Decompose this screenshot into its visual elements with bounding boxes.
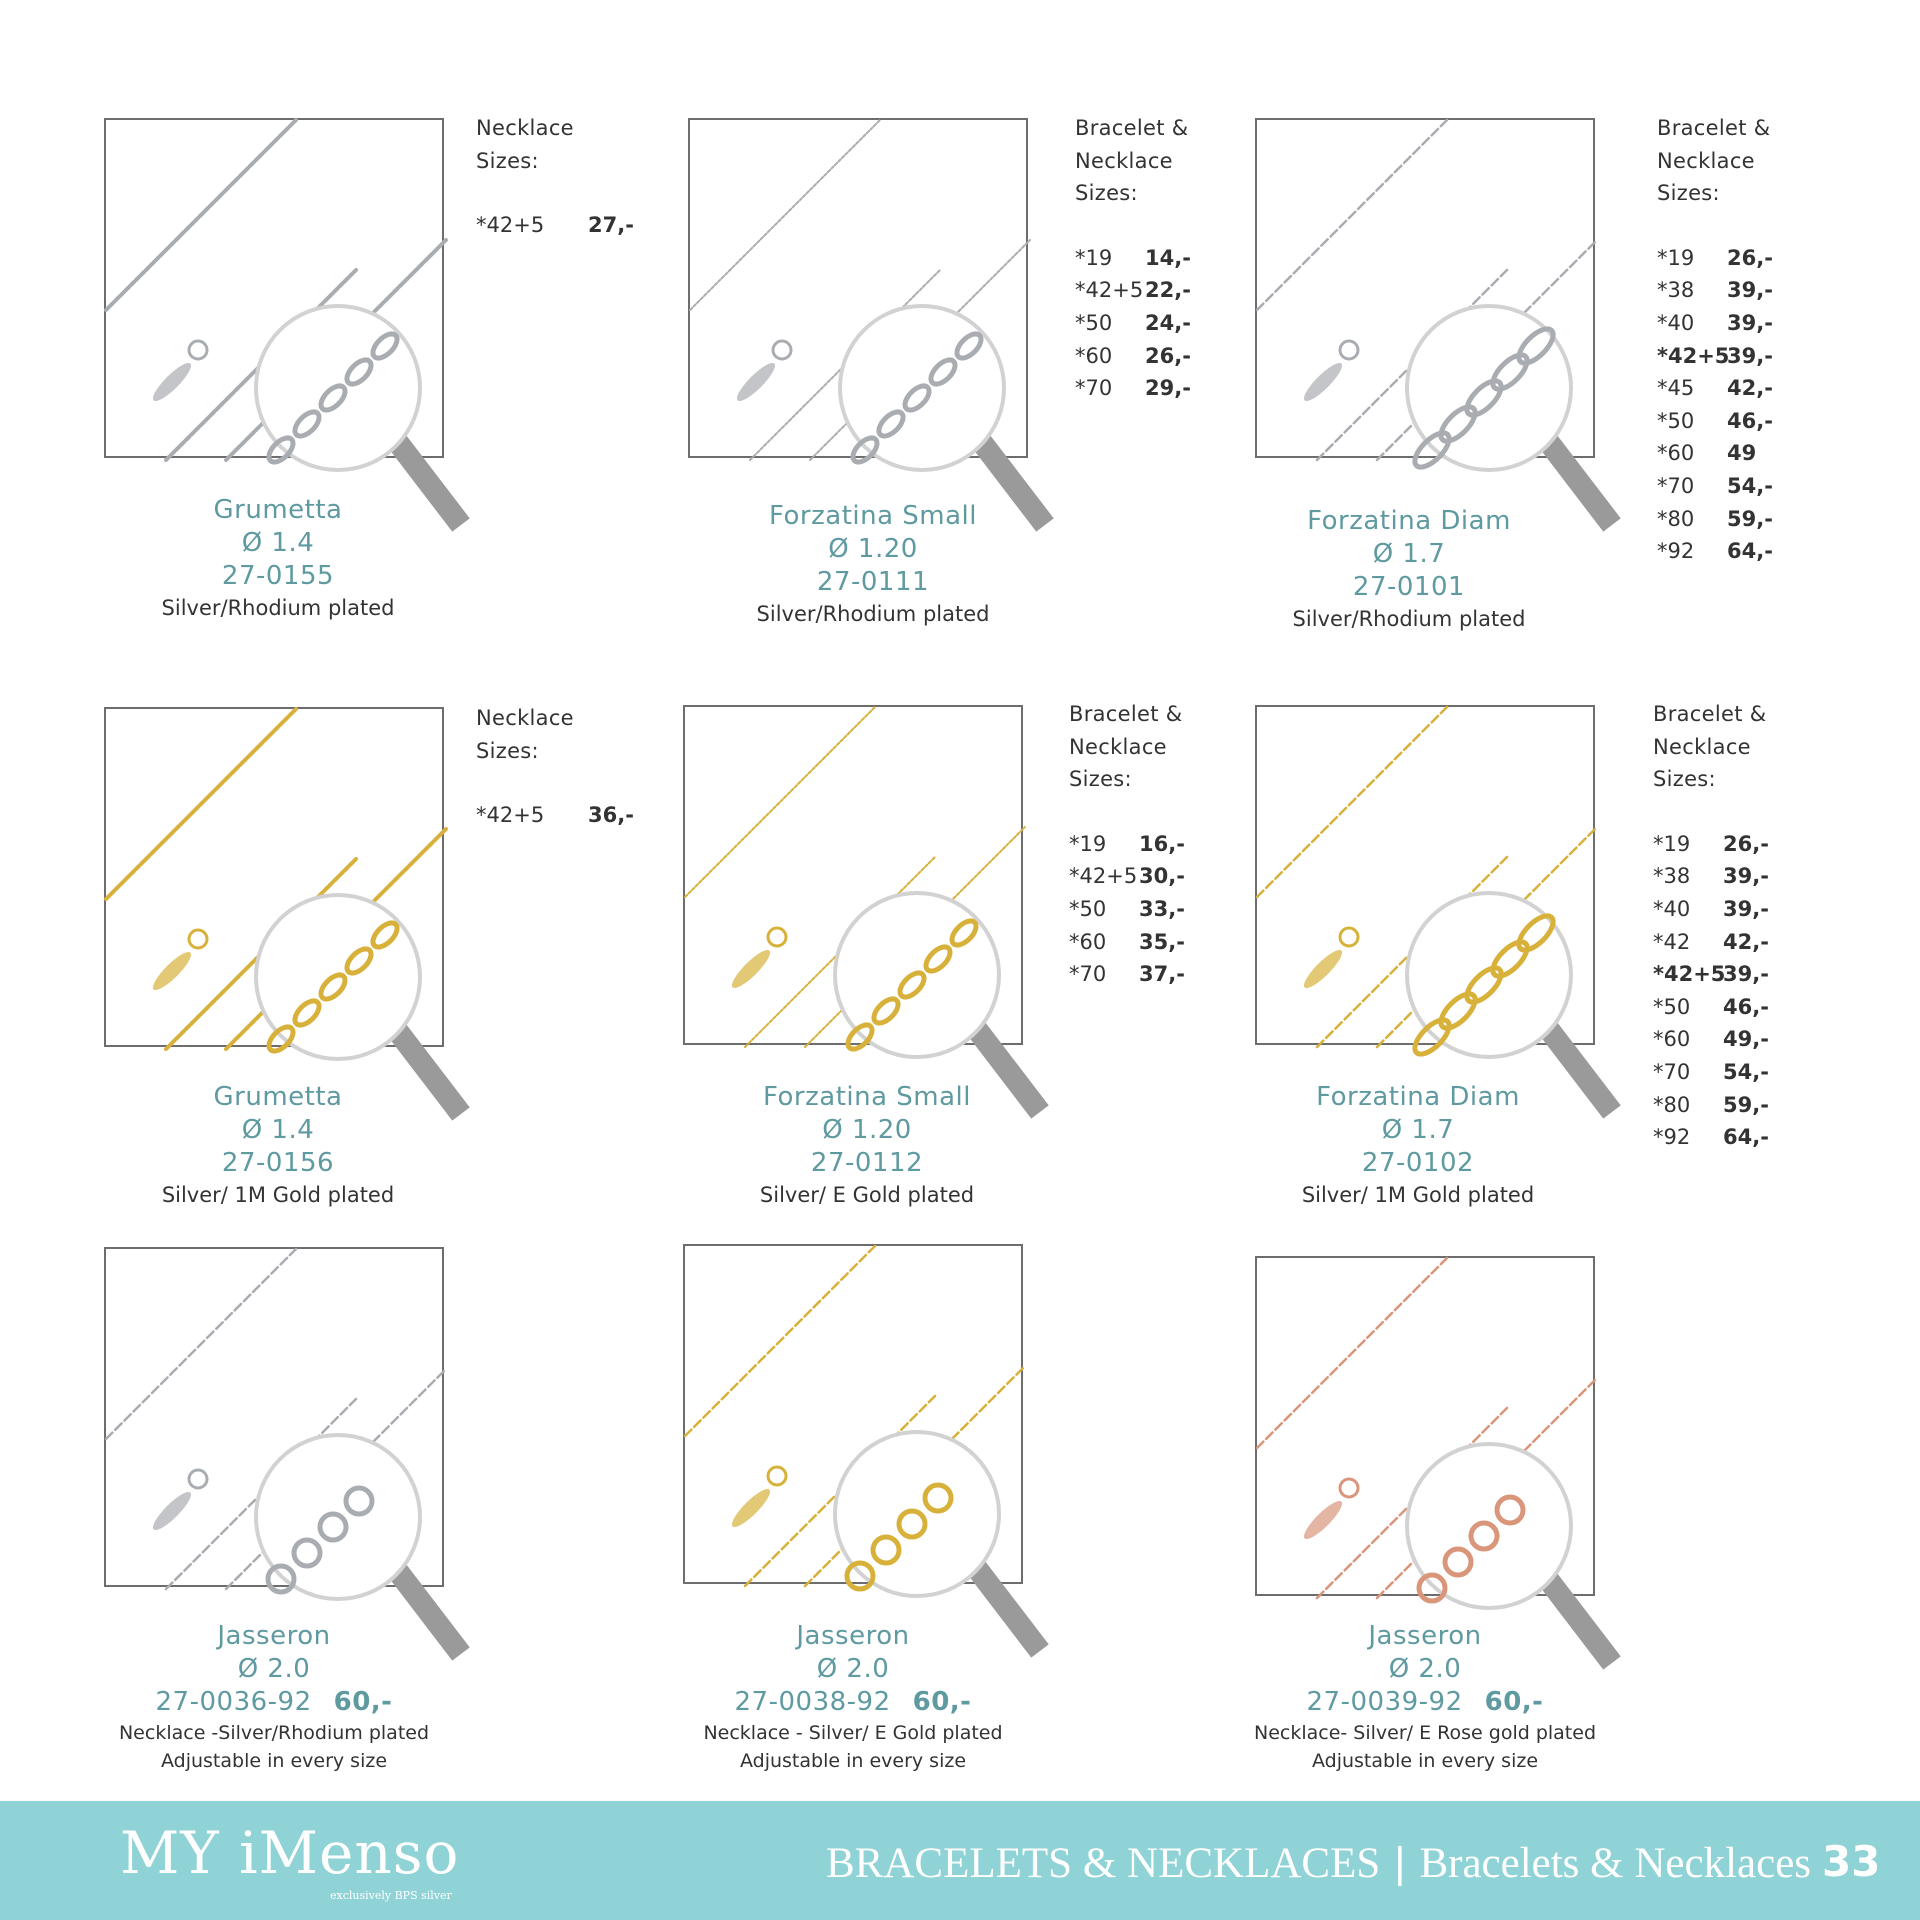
size-label: *92 xyxy=(1657,539,1695,564)
size-price: 14,- xyxy=(1145,245,1191,270)
product-note: Adjustable in every size xyxy=(1311,1750,1539,1772)
chain-link xyxy=(265,434,298,467)
size-price: 39,- xyxy=(1723,962,1769,987)
size-row xyxy=(1657,470,1787,503)
chain-illustration xyxy=(685,707,1025,1047)
product-material: Silver/Rhodium plated xyxy=(161,596,395,620)
size-row xyxy=(1657,242,1787,275)
size-label: *42+5 xyxy=(476,803,545,828)
size-label: *70 xyxy=(1653,1059,1691,1084)
size-row xyxy=(1653,958,1783,991)
product-code: 27-0102 xyxy=(1361,1148,1475,1178)
clasp-ring xyxy=(768,928,786,946)
size-label: *42+5 xyxy=(1069,864,1138,889)
product-code: 27-0112 xyxy=(810,1148,924,1178)
size-label: *60 xyxy=(1075,343,1113,368)
product-code: 27-0101 xyxy=(1352,572,1466,602)
magnifier-icon xyxy=(1407,306,1612,525)
product-caption xyxy=(1215,1620,1635,1775)
size-label: *60 xyxy=(1069,929,1107,954)
size-row xyxy=(1653,1023,1783,1056)
product-photo xyxy=(683,1244,1023,1584)
chain-strand xyxy=(106,120,296,310)
size-price: 42,- xyxy=(1727,376,1773,401)
magnifier-icon xyxy=(256,306,461,525)
clasp-tag xyxy=(728,1485,775,1532)
product-name: Grumetta xyxy=(213,1082,343,1112)
product-caption xyxy=(643,1620,1063,1775)
chain-strand xyxy=(1257,120,1447,310)
chain-illustration xyxy=(690,120,1030,460)
clasp-ring xyxy=(189,1470,207,1488)
size-price: 46,- xyxy=(1727,408,1773,433)
size-row xyxy=(1653,1056,1783,1089)
chain-illustration xyxy=(106,1249,446,1589)
size-table xyxy=(1075,112,1205,405)
chain-strand xyxy=(690,120,880,310)
product-name: Forzatina Small xyxy=(762,1082,971,1112)
clasp-tag xyxy=(1300,946,1347,993)
size-row xyxy=(1075,307,1205,340)
chain-strand xyxy=(106,709,296,899)
size-label: *70 xyxy=(1075,376,1113,401)
clasp-tag xyxy=(733,359,780,406)
size-row xyxy=(1657,437,1787,470)
product-photo xyxy=(104,118,444,458)
product-code: 27-0038-92 xyxy=(734,1687,891,1717)
sizes-header: Bracelet & Necklace Sizes: xyxy=(1069,702,1183,792)
size-label: *19 xyxy=(1653,831,1691,856)
size-price: 59,- xyxy=(1727,506,1773,531)
brand-tagline: exclusively BPS silver xyxy=(330,1889,452,1902)
product-price: 60,- xyxy=(912,1687,972,1717)
size-row xyxy=(1653,893,1783,926)
size-row xyxy=(1653,991,1783,1024)
size-label: *45 xyxy=(1657,376,1695,401)
size-price: 46,- xyxy=(1723,994,1769,1019)
size-label: *70 xyxy=(1069,962,1107,987)
size-row xyxy=(476,799,634,832)
chain-strand xyxy=(1257,707,1447,897)
product-note: Adjustable in every size xyxy=(739,1750,967,1772)
chain-strand xyxy=(106,1249,296,1439)
sizes-header: Necklace Sizes: xyxy=(476,116,574,173)
size-label: *40 xyxy=(1657,310,1695,335)
size-label: *19 xyxy=(1075,245,1113,270)
footer-bar xyxy=(0,1801,1920,1920)
size-price: 35,- xyxy=(1139,929,1185,954)
size-label: *50 xyxy=(1075,310,1113,335)
size-label: *80 xyxy=(1653,1092,1691,1117)
product-photo xyxy=(688,118,1028,458)
product-photo xyxy=(1255,118,1595,458)
size-label: *70 xyxy=(1657,473,1695,498)
brand-logo: MY iMenso xyxy=(120,1819,460,1887)
product-code: 27-0039-92 xyxy=(1306,1687,1463,1717)
product-diameter: Ø 1.4 xyxy=(241,1115,315,1145)
size-label: *42+5 xyxy=(1653,962,1726,987)
size-price: 33,- xyxy=(1139,896,1185,921)
product-photo xyxy=(1255,705,1595,1045)
product-code-line xyxy=(64,1686,484,1719)
size-label: *19 xyxy=(1657,245,1695,270)
size-label: *38 xyxy=(1653,864,1691,889)
size-price: 37,- xyxy=(1139,962,1185,987)
chain-strand xyxy=(685,1246,875,1436)
chain-illustration xyxy=(1257,120,1597,460)
product-diameter: Ø 2.0 xyxy=(816,1654,890,1684)
size-row xyxy=(1657,274,1787,307)
clasp-tag xyxy=(149,948,196,995)
product-material: Silver/ E Gold plated xyxy=(759,1183,975,1207)
size-row xyxy=(1657,535,1787,568)
sizes-header: Bracelet & Necklace Sizes: xyxy=(1653,702,1767,792)
chain-link xyxy=(265,1023,298,1056)
size-price: 22,- xyxy=(1145,278,1191,303)
size-table xyxy=(476,112,634,242)
size-row xyxy=(476,209,634,242)
product-photo xyxy=(683,705,1023,1045)
size-row xyxy=(1657,503,1787,536)
sizes-header: Bracelet & Necklace Sizes: xyxy=(1075,116,1189,206)
product-diameter: Ø 1.4 xyxy=(241,528,315,558)
product-code-line xyxy=(1215,1686,1635,1719)
size-price: 64,- xyxy=(1723,1125,1769,1150)
product-price: 60,- xyxy=(1484,1687,1544,1717)
magnifier-icon xyxy=(835,893,1040,1112)
clasp-tag xyxy=(1300,359,1347,406)
size-row xyxy=(1653,1089,1783,1122)
size-row xyxy=(1657,307,1787,340)
product-caption xyxy=(657,1081,1077,1210)
product-diameter: Ø 2.0 xyxy=(237,1654,311,1684)
size-row xyxy=(1075,242,1205,275)
magnifier-icon xyxy=(840,306,1045,525)
page-number: 33 xyxy=(1822,1837,1881,1886)
size-row xyxy=(1653,1121,1783,1154)
size-label: *42+5 xyxy=(476,213,545,238)
size-price: 49,- xyxy=(1723,1027,1769,1052)
section-title xyxy=(826,1839,1811,1888)
clasp-tag xyxy=(149,359,196,406)
product-caption xyxy=(1199,505,1619,634)
size-price: 54,- xyxy=(1723,1059,1769,1084)
size-label: *60 xyxy=(1657,441,1695,466)
size-row xyxy=(1657,405,1787,438)
section-title-upper: BRACELETS & NECKLACES xyxy=(826,1840,1381,1887)
size-row xyxy=(1653,926,1783,959)
clasp-ring xyxy=(1340,928,1358,946)
chain-link xyxy=(849,434,882,467)
section-title-lower: Bracelets & Necklaces xyxy=(1419,1840,1812,1887)
size-price: 26,- xyxy=(1145,343,1191,368)
chain-illustration xyxy=(685,1246,1025,1586)
size-label: *42+5 xyxy=(1657,343,1730,368)
product-diameter: Ø 2.0 xyxy=(1388,1654,1462,1684)
clasp-tag xyxy=(1300,1497,1347,1544)
sizes-header: Bracelet & Necklace Sizes: xyxy=(1657,116,1771,206)
size-price: 39,- xyxy=(1723,864,1769,889)
size-label: *92 xyxy=(1653,1125,1691,1150)
size-price: 39,- xyxy=(1723,896,1769,921)
chain-strand xyxy=(685,707,875,897)
product-name: Jasseron xyxy=(796,1621,910,1651)
chain-illustration xyxy=(1257,1258,1597,1598)
size-row xyxy=(1657,372,1787,405)
size-table xyxy=(1657,112,1787,568)
chain-illustration xyxy=(106,120,446,460)
size-row xyxy=(1653,860,1783,893)
product-photo xyxy=(1255,1256,1595,1596)
size-table xyxy=(476,702,634,832)
product-caption xyxy=(1208,1081,1628,1210)
size-row xyxy=(1069,958,1199,991)
size-price: 59,- xyxy=(1723,1092,1769,1117)
size-price: 26,- xyxy=(1723,831,1769,856)
size-table xyxy=(1069,698,1199,991)
clasp-ring xyxy=(1340,341,1358,359)
chain-illustration xyxy=(1257,707,1597,1047)
product-material: Silver/ 1M Gold plated xyxy=(161,1183,395,1207)
clasp-ring xyxy=(1340,1479,1358,1497)
product-name: Forzatina Small xyxy=(768,501,977,531)
magnifier-icon xyxy=(835,1432,1040,1651)
clasp-tag xyxy=(728,946,775,993)
clasp-ring xyxy=(768,1467,786,1485)
product-material: Necklace -Silver/Rhodium plated xyxy=(118,1722,430,1744)
product-photo xyxy=(104,1247,444,1587)
size-label: *42+5 xyxy=(1075,278,1144,303)
sizes-header: Necklace Sizes: xyxy=(476,706,574,763)
section-separator: | xyxy=(1394,1839,1406,1887)
clasp-ring xyxy=(189,930,207,948)
clasp-ring xyxy=(189,341,207,359)
size-table xyxy=(1653,698,1783,1154)
size-label: *40 xyxy=(1653,896,1691,921)
product-diameter: Ø 1.7 xyxy=(1381,1115,1455,1145)
size-price: 26,- xyxy=(1727,245,1773,270)
size-label: *60 xyxy=(1653,1027,1691,1052)
product-code: 27-0036-92 xyxy=(155,1687,312,1717)
size-row xyxy=(1069,828,1199,861)
size-row xyxy=(1075,372,1205,405)
size-row xyxy=(1075,274,1205,307)
product-caption xyxy=(64,1620,484,1775)
product-price: 60,- xyxy=(333,1687,393,1717)
chain-link xyxy=(1409,427,1454,472)
size-price: 36,- xyxy=(588,803,634,828)
product-material: Silver/Rhodium plated xyxy=(1292,607,1526,631)
product-caption xyxy=(663,500,1083,629)
size-row xyxy=(1653,828,1783,861)
clasp-tag xyxy=(149,1488,196,1535)
product-photo xyxy=(104,707,444,1047)
size-row xyxy=(1069,860,1199,893)
size-label: *50 xyxy=(1653,994,1691,1019)
size-price: 39,- xyxy=(1727,278,1773,303)
product-code: 27-0155 xyxy=(221,561,335,591)
product-name: Grumetta xyxy=(213,495,343,525)
chain-strand xyxy=(1257,1258,1447,1448)
magnifier-icon xyxy=(1407,893,1612,1112)
size-row xyxy=(1069,893,1199,926)
size-label: *50 xyxy=(1657,408,1695,433)
size-price: 39,- xyxy=(1727,310,1773,335)
chain-illustration xyxy=(106,709,446,1049)
size-price: 64,- xyxy=(1727,539,1773,564)
chain-link xyxy=(844,1021,877,1054)
size-price: 27,- xyxy=(588,213,634,238)
product-name: Forzatina Diam xyxy=(1316,1082,1520,1112)
size-price: 24,- xyxy=(1145,310,1191,335)
product-material: Silver/Rhodium plated xyxy=(756,602,990,626)
product-material: Silver/ 1M Gold plated xyxy=(1301,1183,1535,1207)
size-price: 30,- xyxy=(1139,864,1185,889)
product-name: Jasseron xyxy=(217,1621,331,1651)
size-price: 49 xyxy=(1727,441,1757,466)
product-name: Jasseron xyxy=(1368,1621,1482,1651)
product-caption xyxy=(68,494,488,623)
size-label: *80 xyxy=(1657,506,1695,531)
size-row xyxy=(1657,340,1787,373)
size-price: 54,- xyxy=(1727,473,1773,498)
size-price: 42,- xyxy=(1723,929,1769,954)
chain-link xyxy=(1409,1014,1454,1059)
clasp-ring xyxy=(773,341,791,359)
product-caption xyxy=(68,1081,488,1210)
size-row xyxy=(1069,926,1199,959)
product-material: Necklace - Silver/ E Gold plated xyxy=(703,1722,1003,1744)
product-diameter: Ø 1.20 xyxy=(828,534,918,564)
size-price: 39,- xyxy=(1727,343,1773,368)
size-price: 29,- xyxy=(1145,376,1191,401)
size-label: *50 xyxy=(1069,896,1107,921)
product-name: Forzatina Diam xyxy=(1307,506,1511,536)
size-price: 16,- xyxy=(1139,831,1185,856)
product-material: Necklace- Silver/ E Rose gold plated xyxy=(1254,1722,1596,1744)
product-diameter: Ø 1.7 xyxy=(1372,539,1446,569)
size-row xyxy=(1075,340,1205,373)
size-label: *42 xyxy=(1653,929,1691,954)
product-code-line xyxy=(643,1686,1063,1719)
product-code: 27-0111 xyxy=(816,567,930,597)
product-code: 27-0156 xyxy=(221,1148,335,1178)
product-note: Adjustable in every size xyxy=(160,1750,388,1772)
size-label: *38 xyxy=(1657,278,1695,303)
size-label: *19 xyxy=(1069,831,1107,856)
product-diameter: Ø 1.20 xyxy=(822,1115,912,1145)
